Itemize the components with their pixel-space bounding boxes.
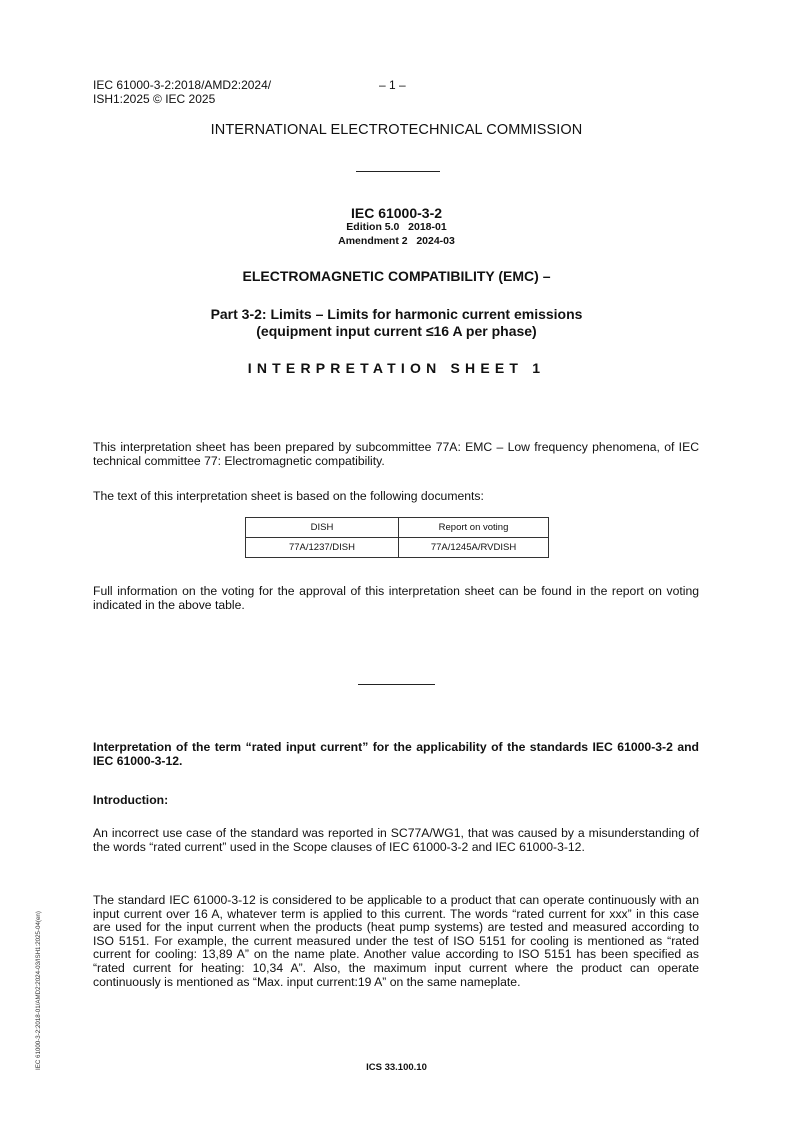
page-number: – 1 – bbox=[379, 78, 406, 92]
body-paragraph-1: An incorrect use case of the standard was reported in SC77A/WG1, that was caused by a misunderstanding of the words “rated current” used in the Scope clauses of IEC 61000-3-2 and IEC 61000-3-12. bbox=[93, 826, 699, 854]
table-header-cell: DISH bbox=[246, 518, 399, 538]
table-header-row bbox=[246, 518, 549, 538]
divider-top bbox=[356, 171, 440, 172]
standard-title: ELECTROMAGNETIC COMPATIBILITY (EMC) – bbox=[242, 268, 551, 284]
reference-line-1: IEC 61000-3-2:2018/AMD2:2024/ bbox=[93, 78, 272, 92]
documents-table bbox=[245, 517, 549, 558]
standard-number: IEC 61000-3-2 bbox=[350, 205, 443, 221]
prepared-by-paragraph: This interpretation sheet has been prepared by subcommittee 77A: EMC – Low frequency phenomena, of IEC technical committee 77: Electromagnetic compatibility. bbox=[93, 440, 699, 468]
amendment-info: Amendment 2 2024-03 bbox=[338, 235, 455, 247]
part-title-line-2: (equipment input current ≤16 A per phase) bbox=[256, 323, 537, 339]
divider-middle bbox=[358, 684, 435, 685]
table-row bbox=[246, 538, 549, 558]
interpretation-sheet-label: INTERPRETATION SHEET 1 bbox=[247, 360, 546, 376]
part-title bbox=[0, 306, 793, 340]
body-paragraph-2: The standard IEC 61000-3-12 is considered to be applicable to a product that can operate continuously with an input current over 16 A, whatever term is applied to this current. The words “rated current for xxx” in this case are used for the input current when the products (heat pump systems) are tested and measured according to ISO 5151. For example, the current measured under the test of ISO 5151 for cooling is mentioned as “rated current for cooling: 13,89 A” on the name plate. Another value according to ISO 5151 has been specified as “rated current for heating: 10,34 A”. Also, the maximum input current where the product can operate continuously is mentioned as “Max. input current:19 A” on the same nameplate. bbox=[93, 893, 699, 989]
voting-info-paragraph: Full information on the voting for the approval of this interpretation sheet can be found in the report on voting indicated in the above table. bbox=[93, 584, 699, 612]
ics-code: ICS 33.100.10 bbox=[366, 1062, 427, 1073]
introduction-heading: Introduction: bbox=[93, 793, 169, 807]
edition-info: Edition 5.0 2018-01 bbox=[346, 221, 447, 233]
side-reference: IEC 61000-3-2:2018-01/AMD2:2024-03/ISH1:2025-04(en) bbox=[35, 911, 42, 1070]
document-reference bbox=[93, 78, 271, 106]
reference-line-2: ISH1:2025 © IEC 2025 bbox=[93, 92, 216, 106]
interpretation-heading: Interpretation of the term “rated input current” for the applicability of the standards IEC 61000-3-2 and IEC 61000-3-12. bbox=[93, 740, 699, 768]
table-header-cell: Report on voting bbox=[399, 518, 549, 538]
part-title-line-1: Part 3-2: Limits – Limits for harmonic current emissions bbox=[210, 306, 583, 322]
based-on-paragraph: The text of this interpretation sheet is based on the following documents: bbox=[93, 489, 484, 503]
table-cell: 77A/1237/DISH bbox=[246, 538, 399, 558]
organization-name: INTERNATIONAL ELECTROTECHNICAL COMMISSION bbox=[210, 122, 583, 138]
table-cell: 77A/1245A/RVDISH bbox=[399, 538, 549, 558]
